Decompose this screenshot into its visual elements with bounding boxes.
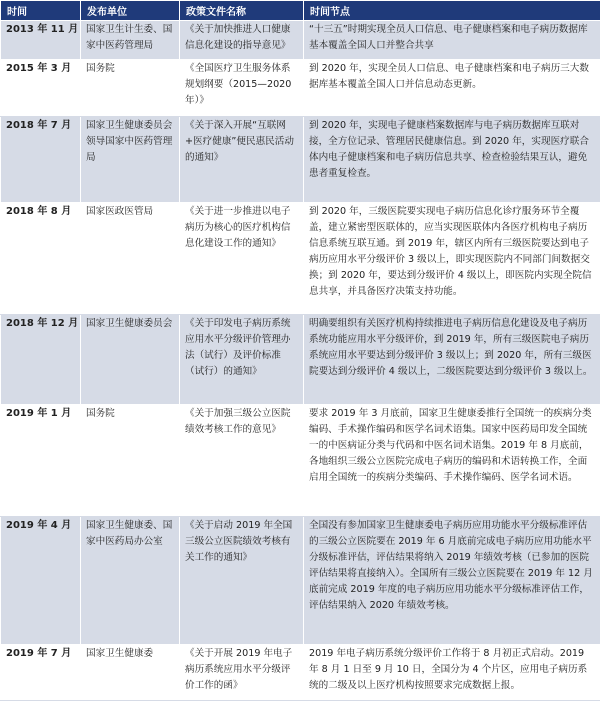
row-issuer: 国家卫生计生委、国家中医药管理局 bbox=[81, 21, 180, 60]
table-row bbox=[1, 60, 600, 117]
row-issuer: 国务院 bbox=[81, 405, 180, 517]
header-policy: 政策文件名称 bbox=[180, 1, 304, 21]
row-policy: 《关于开展 2019 年电子病历系统应用水平分级评价工作的函》 bbox=[180, 645, 304, 701]
row-policy: 《关于启动 2019 年全国三级公立医院绩效考核有关工作的通知》 bbox=[180, 517, 304, 645]
row-policy: 《关于深入开展“互联网+医疗健康”便民惠民活动的通知》 bbox=[180, 117, 304, 203]
table-row bbox=[1, 117, 600, 203]
row-issuer: 国家卫生健康委员会领导国家中医药管理局 bbox=[81, 117, 180, 203]
row-milestone: 到 2020 年，三级医院要实现电子病历信息化诊疗服务环节全覆盖，建立紧密型医联体的，应当实现医联体内各医疗机构电子病历信息系统互联互通。到 2019 年，辖区内所有三级医院要达到电子病历应用水平分级评价 3 级以上，即实现医院内不同部门间数据交换；到 2020 年，要达到分级评价 4 级以上，即医院内实现全院信息共享，并具备医疗决策支持功能。 bbox=[304, 203, 600, 315]
row-policy: 《关于加强三级公立医院绩效考核工作的意见》 bbox=[180, 405, 304, 517]
row-milestone: 要求 2019 年 3 月底前，国家卫生健康委推行全国统一的疾病分类编码、手术操作编码和医学名词术语集。国家中医药局印发全国统一的中医病证分类与代码和中医名词术语集。2019 年 8 月底前，各地组织三级公立医院完成电子病历的编码和术语转换工作，全面启用全国统一的疾病分类编码、手术操作编码、医学名词术语。 bbox=[304, 405, 600, 517]
table-row bbox=[1, 645, 600, 701]
row-milestone: 到 2020 年，实现全员人口信息、电子健康档案和电子病历三大数据库基本覆盖全国人口并信息动态更新。 bbox=[304, 60, 600, 117]
table-row bbox=[1, 315, 600, 405]
row-milestone: “十三五”时期实现全员人口信息、电子健康档案和电子病历数据库基本覆盖全国人口并整合共享 bbox=[304, 21, 600, 60]
header-issuer: 发布单位 bbox=[81, 1, 180, 21]
row-issuer: 国家卫生健康委、国家中医药局办公室 bbox=[81, 517, 180, 645]
row-issuer: 国家医政医管局 bbox=[81, 203, 180, 315]
table-row bbox=[1, 405, 600, 517]
row-issuer: 国家卫生健康委 bbox=[81, 645, 180, 701]
row-date: 2013 年 11 月 bbox=[1, 21, 81, 60]
header-row bbox=[1, 1, 600, 21]
row-milestone: 全国没有参加国家卫生健康委电子病历应用功能水平分级标准评估的三级公立医院要在 2019 年 6 月底前完成电子病历应用功能水平分级标准评估，评估结果将纳入 2019 年绩效考核（已参加的医院评估结果将直接纳入）。全国所有三级公立医院要在 2019 年 12 月底前完成 2019 年度的电子病历应用功能水平分级标准评估工作，评估结果纳入 2020 年绩效考核。 bbox=[304, 517, 600, 645]
row-policy: 《关于进一步推进以电子病历为核心的医疗机构信息化建设工作的通知》 bbox=[180, 203, 304, 315]
table-row bbox=[1, 517, 600, 645]
header-date: 时间 bbox=[1, 1, 81, 21]
row-date: 2019 年 1 月 bbox=[1, 405, 81, 517]
table-row bbox=[1, 203, 600, 315]
row-policy: 《关于印发电子病历系统应用水平分级评价管理办法（试行）及评价标准（试行）的通知》 bbox=[180, 315, 304, 405]
row-date: 2019 年 4 月 bbox=[1, 517, 81, 645]
table-row bbox=[1, 21, 600, 60]
row-date: 2018 年 7 月 bbox=[1, 117, 81, 203]
row-policy: 《全国医疗卫生服务体系规划纲要（2015—2020年）》 bbox=[180, 60, 304, 117]
row-issuer: 国家卫生健康委员会 bbox=[81, 315, 180, 405]
row-date: 2018 年 12 月 bbox=[1, 315, 81, 405]
row-milestone: 到 2020 年，实现电子健康档案数据库与电子病历数据库互联对接，全方位记录、管理居民健康信息。到 2020 年，实现医疗联合体内电子健康档案和电子病历信息共享、检查检验结果互认，避免患者重复检查。 bbox=[304, 117, 600, 203]
row-policy: 《关于加快推进人口健康信息化建设的指导意见》 bbox=[180, 21, 304, 60]
row-date: 2018 年 8 月 bbox=[1, 203, 81, 315]
row-issuer: 国务院 bbox=[81, 60, 180, 117]
row-milestone: 2019 年电子病历系统分级评价工作将于 8 月初正式启动。2019 年 8 月 1 日至 9 月 10 日，全国分为 4 个片区，应用电子病历系统的二级及以上医疗机构按照要求完成数据上报。 bbox=[304, 645, 600, 701]
row-milestone: 明确要组织有关医疗机构持续推进电子病历信息化建设及电子病历系统功能应用水平分级评价，到 2019 年，所有三级医院电子病历系统应用水平要达到分级评价 3 级以上；到 2020 年，所有三级医院要达到分级评价 4 级以上，二级医院要达到分级评价 3 级以上。 bbox=[304, 315, 600, 405]
row-date: 2015 年 3 月 bbox=[1, 60, 81, 117]
header-milestone: 时间节点 bbox=[304, 1, 600, 21]
row-date: 2019 年 7 月 bbox=[1, 645, 81, 701]
